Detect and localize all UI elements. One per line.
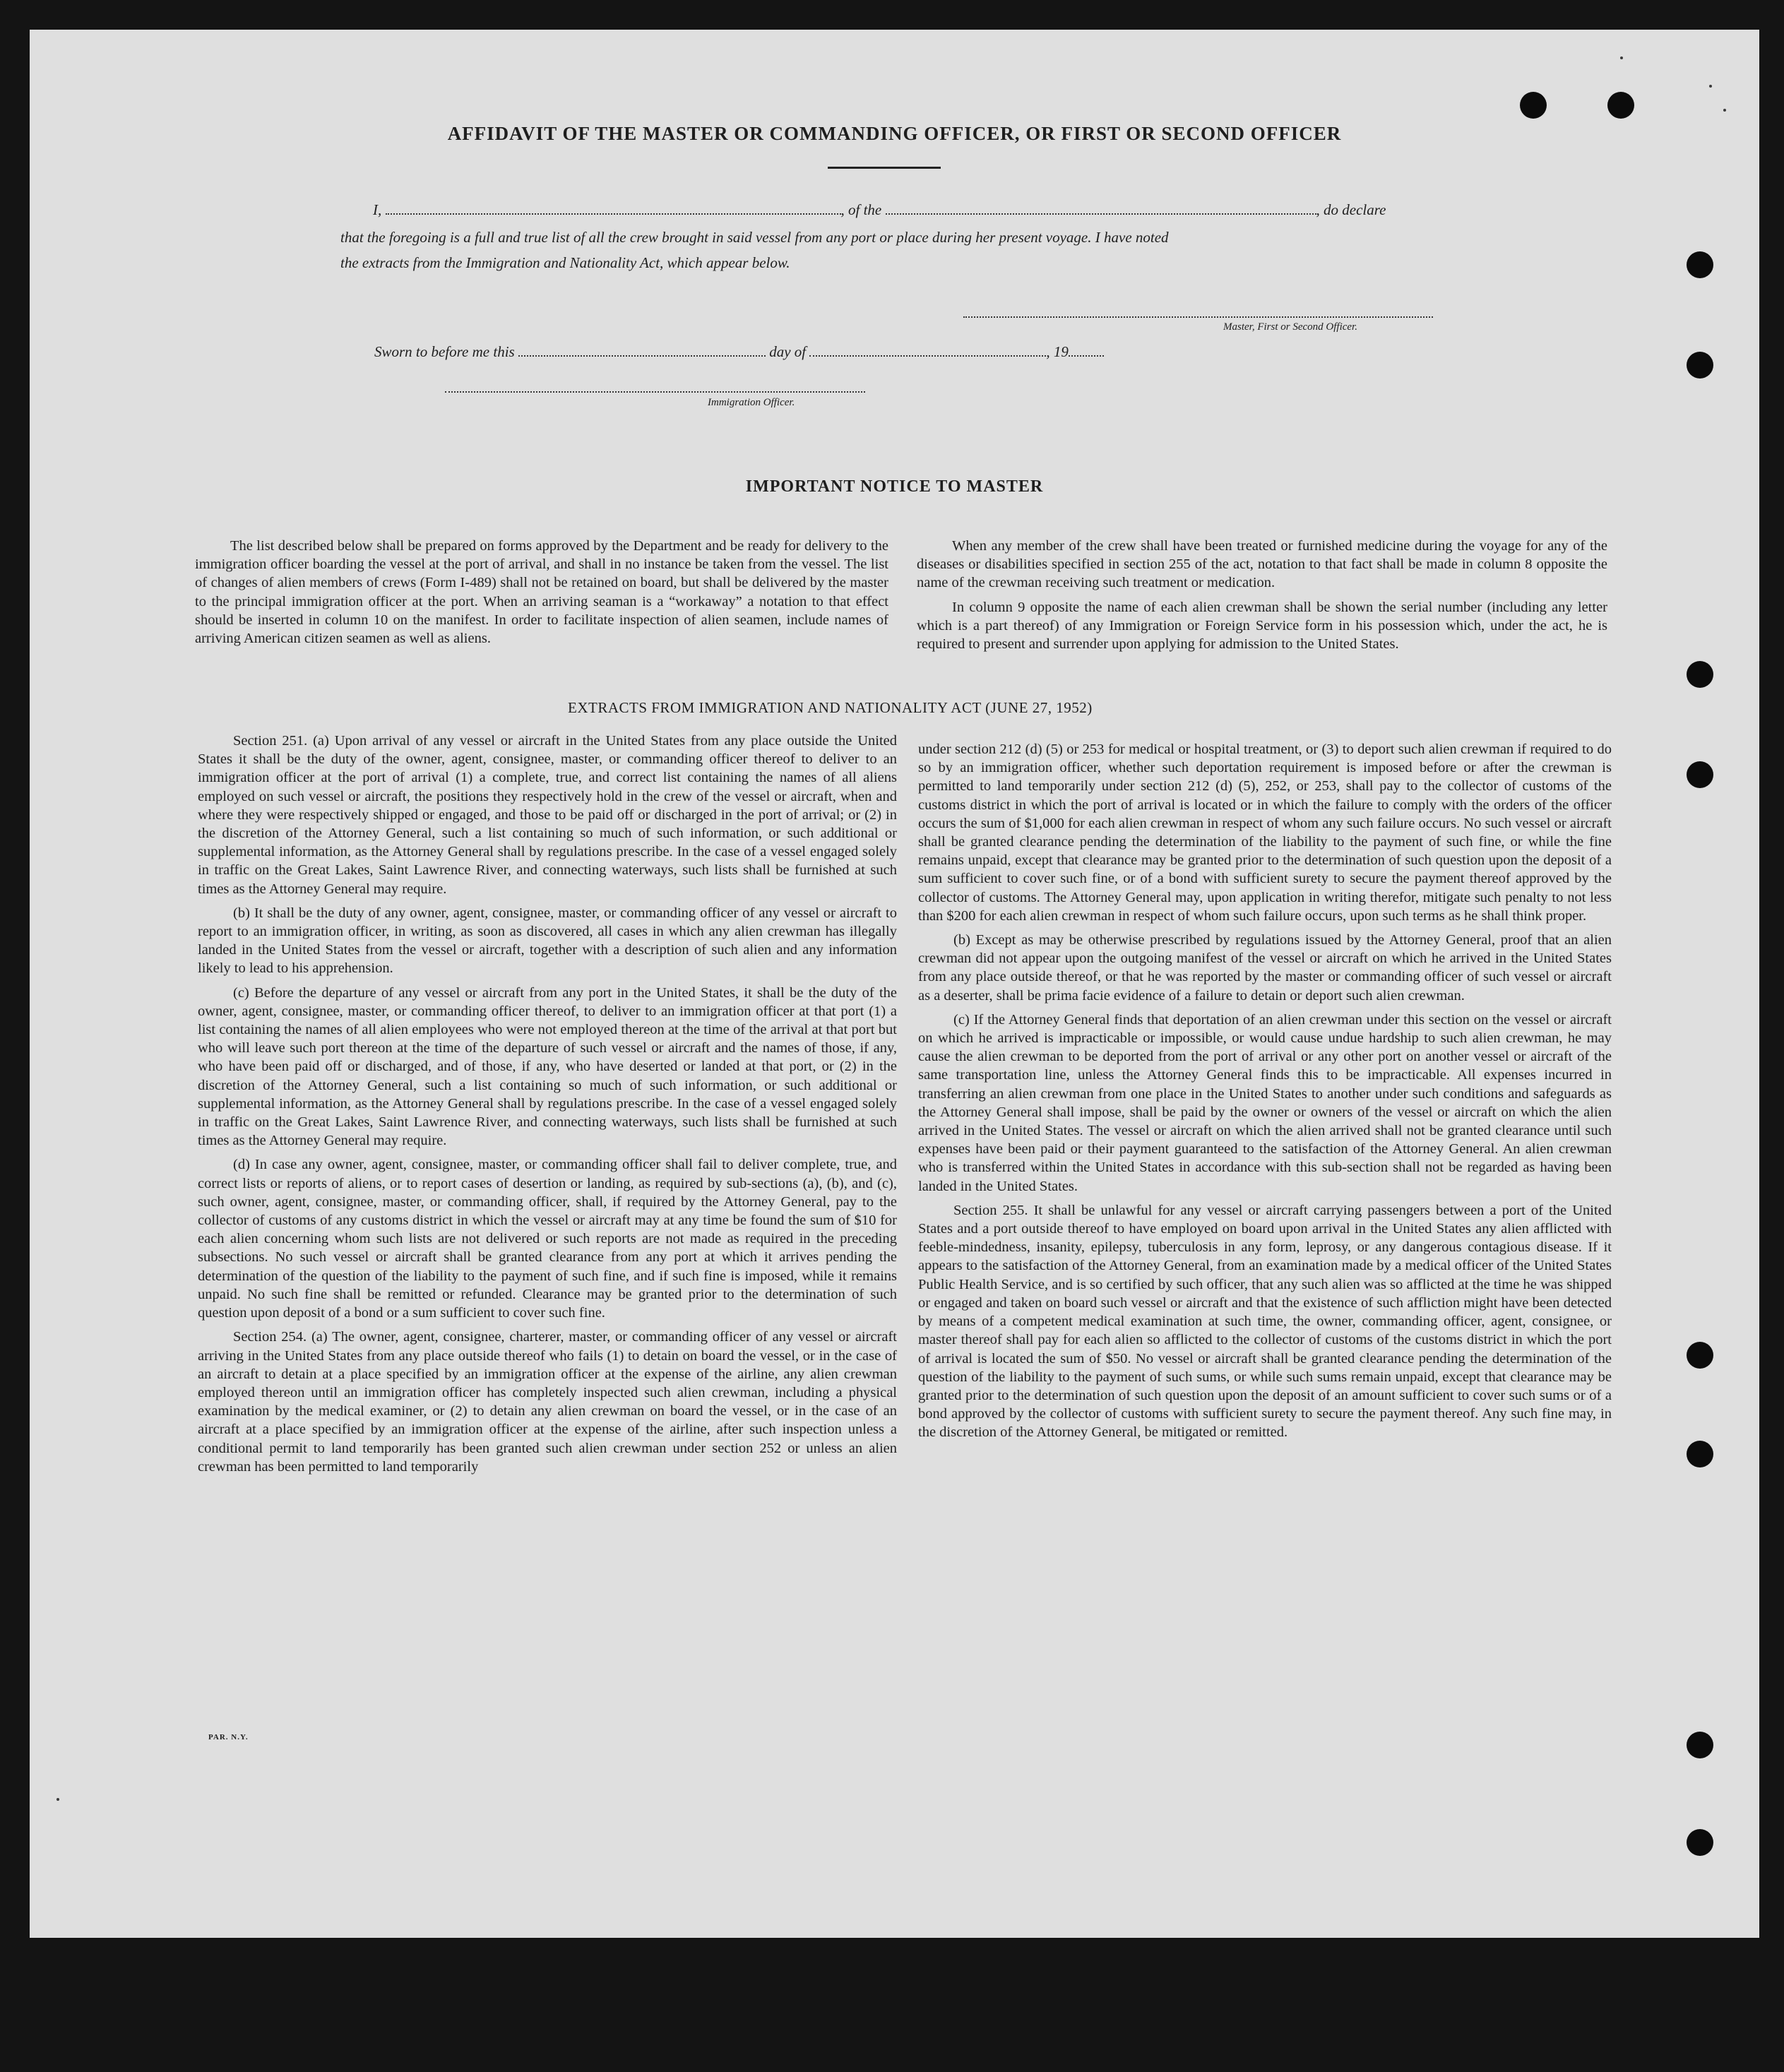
punch-hole	[1687, 761, 1713, 788]
extract-paragraph: (c) Before the departure of any vessel or aircraft from any port in the United States, it shall be the duty of the owner, agent, consignee, master, or commanding officer thereof, to deliver to an immigration officer at that port (1) a list containing the names of all alien employees who were not employed thereon at the time of the arrival at that port but who will leave such port thereon at the time of the departure of such vessel or aircraft and the names of those, if any, who have been paid off or discharged, and of those, if any, who have deserted or landed at that port, or (2) in the discretion of the Attorney General, such a list containing so much of such information, or such additional or supplemental information, as the Attorney General shall by regulations prescribe. In the case of a vessel engaged solely in traffic on the Great Lakes, Saint Lawrence River, and connecting waterways, such lists shall be furnished at such times as the Attorney General may require.	[198, 984, 897, 1149]
extract-paragraph: under section 212 (d) (5) or 253 for medical or hospital treatment, or (3) to deport such alien crewman if required to do so by an immigration officer, whether such deportation requirement is imposed before or after the crewman is permitted to land temporarily under section 212 (d) (5), 252, or 253, shall pay to the collector of customs of the customs district in which the port of arrival is located or in which the failure to comply with the orders of the officer occurs the sum of $1,000 for each alien crewman in respect of whom any such failure occurs. No such vessel or aircraft shall be granted clearance pending the determination of the liability to the payment of such fine, or while the fine remains unpaid, except that clearance may be granted prior to the determination of such question upon the deposit of a sum sufficient to cover such fine, or of a bond with sufficient surety to secure the payment thereof approved by the collector of customs. The Attorney General may, upon application in writing therefor, mitigate such penalty to not less than $200 for each alien crewman in respect of whom such failure occurs, upon such terms as he shall think proper.	[918, 742, 1612, 924]
extract-paragraph: (d) In case any owner, agent, consignee, master, or commanding officer shall fail to deliver complete, true, and correct lists or reports of aliens, or to report cases of desertion or landing, as required by sub-sections (a), (b), and (c), such owner, agent, consignee, master, or commanding officer, shall, if required by the Attorney General, pay to the collector of customs of any customs district in which the vessel or aircraft may at any time be found the sum of $10 for each alien concerning whom such lists are not delivered or such reports are not made as required in the preceding subsections. No such vessel or aircraft shall be granted clearance from any port at which it arrives pending the determination of the question of the liability to the payment of such fine, and if such fine is imposed, while it remains unpaid. No such fine shall be remitted or refunded. Clearance may be granted prior to the determination of such question upon deposit of a bond or a sum sufficient to cover such fine.	[198, 1157, 897, 1321]
punch-hole	[1520, 92, 1547, 119]
sworn-year-label: , 19	[1046, 343, 1069, 360]
officer-signature-line[interactable]	[445, 391, 865, 393]
declaration-line-2: that the foregoing is a full and true list of all the crew brought in said vessel from any port or place during her present voyage. I have noted	[340, 229, 1169, 246]
vessel-prefix: , of the	[840, 201, 882, 218]
scan-speck	[1709, 85, 1712, 88]
extract-paragraph: Section 254. (a) The owner, agent, consignee, charterer, master, or commanding officer of any vessel or aircraft arriving in the United States from any place outside thereof who fails (1) to detain on board the vessel, or in the case of an aircraft to detain at a place specified by an immigration officer at the expense of the airline, any alien crewman employed thereon until an immigration officer has completely inspected such alien crewman, including a physical examination by the medical examiner, or (2) to detain any alien crewman on board the vessel, or in the case of an aircraft at a place specified by an immigration officer at the expense of the airline, after such inspection unless a conditional permit to land temporarily has been granted such alien crewman under section 252 or unless an alien crewman has been permitted to land temporarily	[198, 1329, 897, 1475]
scan-speck	[1723, 109, 1726, 112]
extract-paragraph: (b) Except as may be otherwise prescribed by regulations issued by the Attorney General, proof that an alien crewman did not appear upon the outgoing manifest of the vessel or aircraft on which he arrived in the United States from any place outside thereof, or that he was reported by the master or commanding officer of such vessel or aircraft as a deserter, shall be prima facie evidence of a failure to detain or deport such alien crewman.	[918, 932, 1612, 1004]
declarant-prefix: I,	[373, 201, 382, 218]
extracts-title: EXTRACTS FROM IMMIGRATION AND NATIONALITY ACT (JUNE 27, 1952)	[568, 699, 1093, 716]
punch-hole	[1687, 352, 1713, 379]
vessel-name-field[interactable]	[886, 201, 1316, 215]
sworn-year-field[interactable]	[1069, 343, 1104, 357]
punch-hole	[1687, 1829, 1713, 1856]
notice-left-column	[195, 537, 888, 653]
sworn-date-field[interactable]	[518, 343, 766, 357]
punch-hole	[1687, 661, 1713, 688]
extract-paragraph: Section 255. It shall be unlawful for any vessel or aircraft carrying passengers between a port of the United States and a port outside thereof to have employed on board upon arrival in the United States any alien afflicted with feeble-mindedness, insanity, epilepsy, tuberculosis in any form, leprosy, or any dangerous contagious disease. If it appears to the satisfaction of the Attorney General, from an examination made by a medical officer of the United States Public Health Service, and is so certified by such officer, that any such alien was so afflicted at the time he was shipped or engaged and taken on board such vessel or aircraft and that the existence of such affliction might have been detected by means of a competent medical examination at such time, the owner, commanding officer, agent, consignee, or master thereof shall pay for each alien so afflicted to the collector of customs of the customs district in which the port of arrival is located the sum of $50. No vessel or aircraft shall be granted clearance pending the determination of the question of the liability to the payment of such sums, or while such sums remain unpaid, except that clearance may be granted prior to the determination of such question upon the deposit of an amount sufficient to cover such sums or of a bond approved by the collector of customs with sufficient surety to secure the payment thereof. Any such fine may, in the discretion of the Attorney General, be mitigated or remitted.	[918, 1202, 1612, 1441]
punch-hole	[1687, 1441, 1713, 1467]
title-underline	[828, 167, 941, 169]
notice-paragraph: The list described below shall be prepared on forms approved by the Department and be ready for delivery to the immigration officer boarding the vessel at the port of arrival, and shall in no instance be taken from the vessel. The list of changes of alien members of crews (Form I-489) shall not be retained on board, but shall be delivered by the master to the principal immigration officer at the port. When an arriving seaman is a “workaway” a notation to that effect should be inserted in column 10 on the manifest. In order to facilitate inspection of alien seamen, include names of arriving American citizen seamen as well as aliens.	[195, 538, 888, 647]
declaration-line-3: the extracts from the Immigration and Nationality Act, which appear below.	[340, 254, 790, 271]
punch-hole	[1687, 251, 1713, 278]
notice-right-column	[917, 537, 1607, 659]
punch-hole	[1687, 1732, 1713, 1758]
punch-hole	[1607, 92, 1634, 119]
master-signature-caption: Master, First or Second Officer.	[1223, 321, 1357, 333]
extracts-right-column	[918, 740, 1612, 1448]
extracts-left-column	[198, 732, 897, 1482]
extract-paragraph: (b) It shall be the duty of any owner, agent, consignee, master, or commanding officer of any vessel or aircraft to report to an immigration officer, in writing, as soon as discovered, all cases in which any alien crewman has illegally landed in the United States from the vessel or aircraft, together with a description of such alien and any information likely to lead to his apprehension.	[198, 905, 897, 977]
officer-signature-caption: Immigration Officer.	[708, 397, 795, 408]
declarant-name-field[interactable]	[386, 201, 841, 215]
notice-paragraph: In column 9 opposite the name of each alien crewman shall be shown the serial number (including any letter which is a part thereof) of any Immigration or Foreign Service form in his possession which, under the act, he is required to present and surrender upon applying for admission to the United States.	[917, 599, 1607, 653]
declaration-line-1	[373, 201, 1386, 219]
extract-paragraph: Section 251. (a) Upon arrival of any vessel or aircraft in the United States from any place outside the United States it shall be the duty of the owner, agent, consignee, master, or commanding officer thereof to deliver to an immigration officer at the port of arrival (1) a complete, true, and correct list containing the names of all aliens employed on such vessel or aircraft, the positions they respectively hold in the crew of the vessel or aircraft, when and where they were respectively shipped or engaged, and those to be paid off or discharged in the port of arrival; or (2) in the discretion of the Attorney General, such a list containing so much of such information, or such additional or supplemental information, as the Attorney General shall by regulations prescribe. In the case of a vessel engaged solely in traffic on the Great Lakes, Saint Lawrence River, and connecting waterways, such lists shall be furnished at such times as the Attorney General may require.	[198, 733, 897, 897]
scan-speck	[57, 1798, 59, 1801]
scan-speck	[1620, 56, 1623, 59]
printer-mark: PAR. N.Y.	[208, 1733, 249, 1741]
sworn-day-label: day of	[769, 343, 807, 360]
master-signature-line[interactable]	[963, 316, 1433, 318]
sworn-line	[374, 343, 1104, 361]
extract-paragraph: (c) If the Attorney General finds that deportation of an alien crewman under this section on the vessel or aircraft on which he arrived is impracticable or impossible, or would cause undue hardship to such alien crewman, he may cause the alien crewman to be deported from the port of arrival or any other port on another vessel or aircraft of the same transportation line, unless the Attorney General finds this to be impracticable. All expenses incurred in transferring an alien crewman from one place in the United States to another under such conditions and safeguards as the Attorney General shall impose, shall be paid by the owner or owners of the vessel or aircraft on which the alien arrived in the United States. The vessel or aircraft on which the alien arrived shall not be granted clearance until such expenses have been paid or their payment guaranteed to the satisfaction of the Attorney General. An alien crewman who is transferred within the United States in accordance with this sub-section shall not be regarded as having been landed in the United States.	[918, 1011, 1612, 1194]
notice-paragraph: When any member of the crew shall have been treated or furnished medicine during the voyage for any of the diseases or disabilities specified in section 255 of the act, notation to that fact shall be made in column 8 opposite the name of the crewman receiving such treatment or medication.	[917, 538, 1607, 591]
sworn-month-field[interactable]	[809, 343, 1046, 357]
declare-suffix: , do declare	[1316, 201, 1386, 218]
notice-title: IMPORTANT NOTICE TO MASTER	[745, 477, 1044, 496]
punch-hole	[1687, 1342, 1713, 1369]
sworn-prefix: Sworn to before me this	[374, 343, 515, 360]
document-page	[30, 30, 1759, 1938]
affidavit-title: AFFIDAVIT OF THE MASTER OR COMMANDING OFFICER, OR FIRST OR SECOND OFFICER	[447, 123, 1342, 144]
